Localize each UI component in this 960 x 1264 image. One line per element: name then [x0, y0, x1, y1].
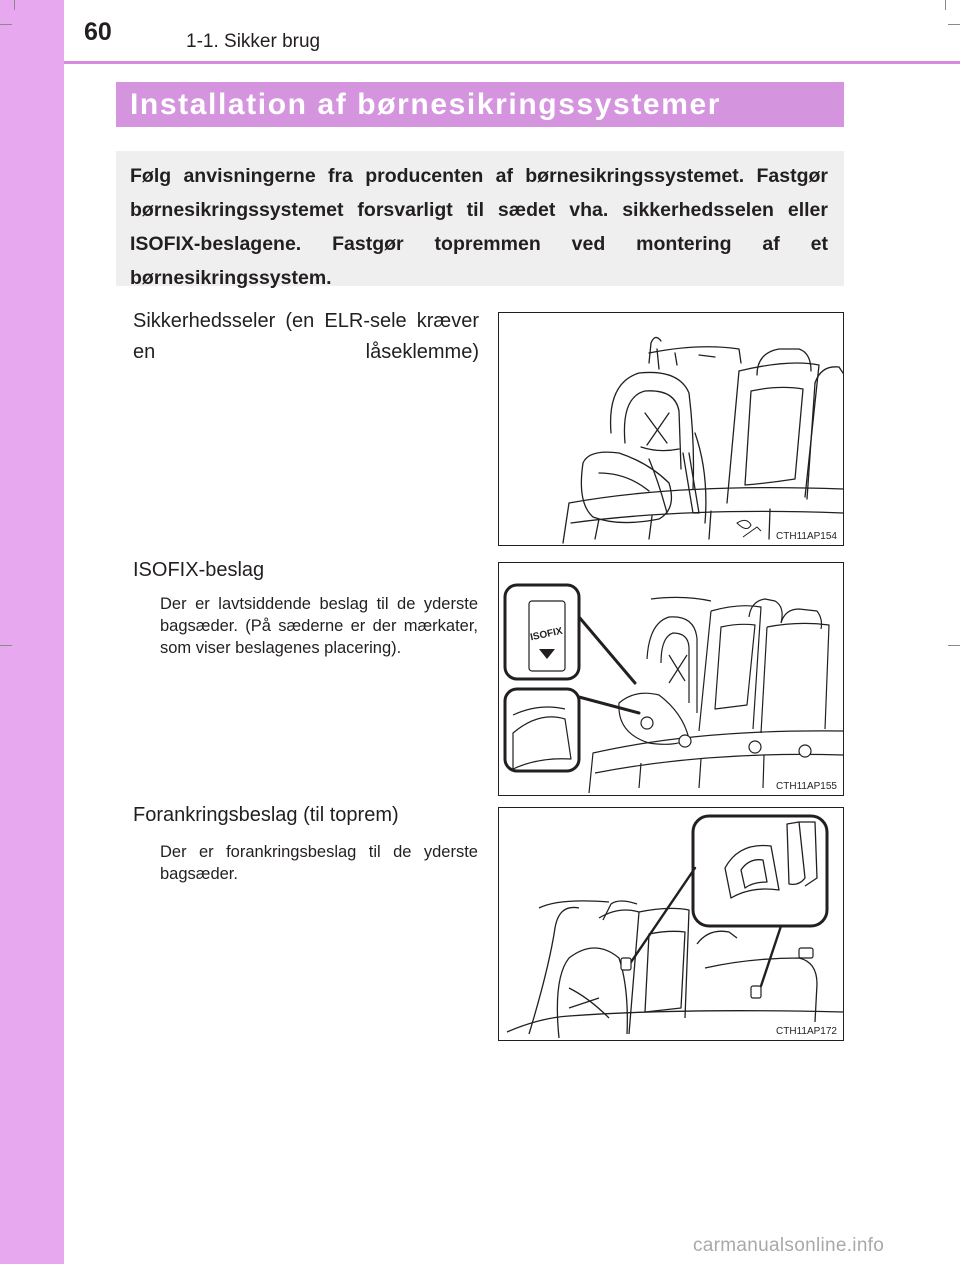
crop-mark — [948, 645, 960, 646]
figure-seatbelt-install — [498, 312, 844, 546]
figure-top-tether-anchor — [498, 807, 844, 1041]
crop-mark — [0, 24, 12, 25]
crop-mark — [945, 0, 946, 10]
figure-isofix-anchors — [498, 562, 844, 796]
figure-code: CTH11AP155 — [776, 781, 837, 792]
page-number: 60 — [84, 18, 112, 46]
isofix-label-text: ISOFIX — [529, 625, 564, 644]
side-color-band — [0, 0, 64, 1264]
item-body-anchor: Der er forankringsbeslag til de yderste bagsæder. — [160, 843, 478, 883]
header-rule — [64, 61, 960, 64]
item-title-seatbelts: Sikkerhedsseler (en ELR-sele kræver en låseklemme) — [133, 310, 479, 363]
item-title-isofix: ISOFIX-beslag — [133, 559, 265, 581]
item-title-anchor: Forankringsbeslag (til toprem) — [133, 804, 399, 826]
item-body-isofix: Der er lavtsiddende beslag til de yderste bagsæder. (På sæderne er der mærkater, som viser beslagenes placering). — [160, 595, 478, 657]
watermark: carmanualsonline.info — [693, 1235, 885, 1256]
crop-mark — [14, 0, 15, 10]
crop-mark — [0, 645, 12, 646]
seatbelt-illustration — [499, 313, 844, 546]
figure-code: CTH11AP154 — [776, 531, 837, 542]
chapter-title: 1-1. Sikker brug — [186, 31, 321, 52]
anchor-illustration — [499, 808, 844, 1041]
section-title: Installation af børnesikringssystemer — [116, 82, 844, 127]
isofix-illustration — [499, 563, 844, 796]
crop-mark — [948, 24, 960, 25]
figure-code: CTH11AP172 — [776, 1026, 837, 1037]
intro-box: Følg anvisningerne fra producenten af børnesikringssystemet. Fastgør børnesikringssystemet forsvarligt til sædet vha. sikkerhedsselen eller ISOFIX-beslagene. Fastgør topremmen ved montering af et børnesikringssystem. — [116, 151, 844, 286]
